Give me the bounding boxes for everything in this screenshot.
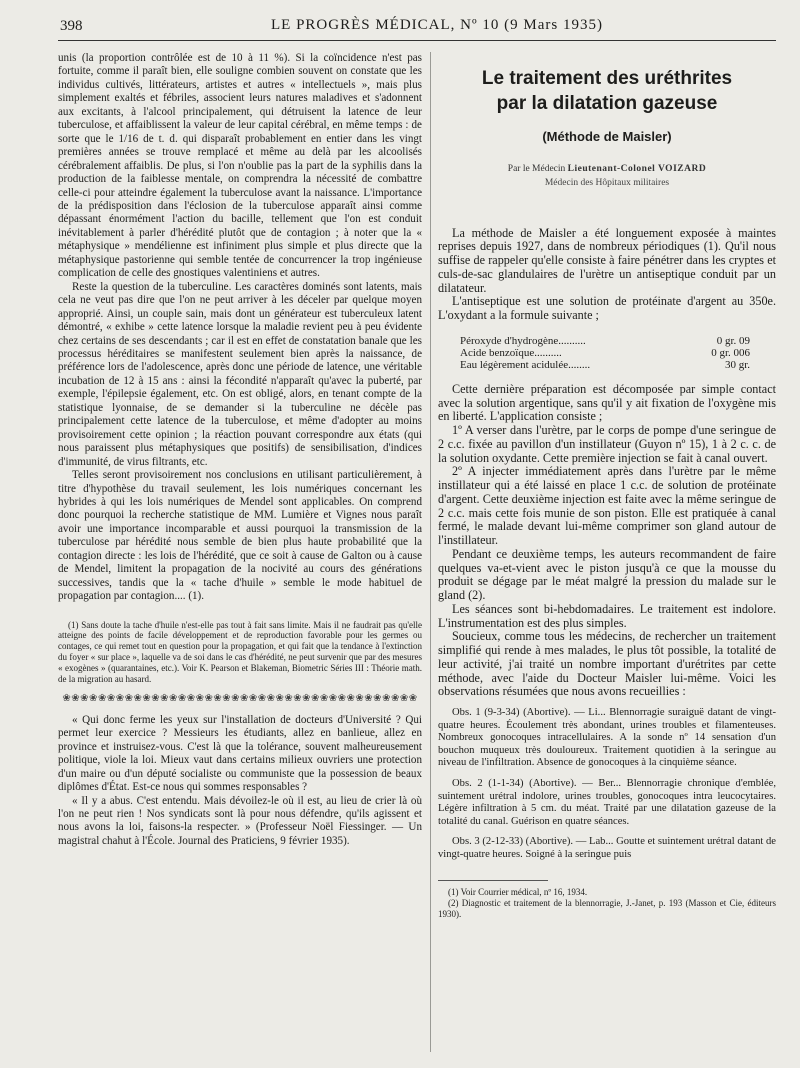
footnote: (1) Voir Courrier médical, nº 16, 1934.	[448, 886, 588, 897]
ornamental-divider: ❀❀❀❀❀❀❀❀❀❀❀❀❀❀❀❀❀❀❀❀❀❀❀❀❀❀❀❀❀❀❀❀❀❀❀❀❀❀❀❀	[62, 693, 418, 705]
formula-quantity: 30 gr.	[724, 358, 750, 371]
footnote-rule	[438, 880, 548, 881]
article-subtitle: (Méthode de Maisler)	[542, 129, 672, 144]
formula-ingredient: Eau légèrement acidulée........	[460, 358, 591, 371]
footnotes	[438, 887, 776, 920]
body-paragraph: Telles seront provisoirement nos conclusions en utilisant particulièrement, à titre d'hypothèse du travail seulement, les lois numériques concernant les hybrides à qui les lois numériques de Mendel sont applicables. On comprend donc pourquoi la recherche statistique de MM. Lumière et Vignes nous paraît avoir une importance incomparable et aussi pourquoi la transmission de la tuberculose par hérédité nous semble de bien plus haute probabilité que la contagion directe : les lois de l'hérédité, que ce soit à cause de Galton ou à cause de Mendel, limitent la propagation de la nocivité au cours des générations successives, tandis que la « tache d'huile » semble le mode habituel de propagation par contagion.... (1).	[58, 469, 422, 603]
article-title-line: Le traitement des uréthrites	[481, 68, 733, 89]
formula-ingredient: Acide benzoïque..........	[460, 346, 562, 359]
body-paragraph: L'antiseptique est une solution de protéinate d'argent au 350e. L'oxydant a la formule suivante ;	[438, 294, 776, 322]
body-paragraph: Reste la question de la tuberculine. Les caractères dominés sont latents, mais cela ne veut pas dire que l'on ne peut arriver à les déceler par quelque moyen approprié. Ainsi, un couple sain, mais dont un générateur est tuberculeux latent démontré, « exhibe » cette latence lorsque la maladie revient peu à peu évidente chez certains de ses descendants ; car il est en effet de constatation banale que les processus héréditaires se manifestent seulement bien après la naissance, de préférence lors de l'adolescence, après donc une période de latence, une véritable incubation de 12 à 15 ans : ainsi la fécondité n'apparaît qu'avec la puberté, par exemple, l'épilepsie également, etc. On est obligé, alors, en tenant compte de la statistique lyonnaise, de se demander si la tuberculine ne décèle pas principalement cette latence de la tuberculose, et même d'adopter au moins provisoirement cette opinion ; la réaction pouvant correspondre aux états (qui nous paraissent plus métaphysiques que positifs) de sensibilisation, d'indices d'immunité, de virus filtrants, etc.	[58, 280, 422, 468]
observation: Obs. 3 (2-12-33) (Abortive). — Lab... Goutte et suintement urétral datant de vingt-quatre heures. Soigné à la seringue puis	[438, 836, 776, 860]
formula-quantity: 0 gr. 006	[711, 346, 750, 359]
footnote: (1) Sans doute la tache d'huile n'est-elle pas tout à fait sans limite. Mais il ne faudrait pas qu'elle atteigne des points de facile développement et de reproduction favorable pour les germes ou contages, ce qui remet tout en question pour la propagation, et qui fait que la tendance à l'extinction du foyer « sur place », laquelle va de soi dans le cas d'hérédité, ne peut survenir que par des mesures « exogènes » (quarantaines, etc.). Voir K. Pearson et Blakeman, Biometric Séries III : Théorie math. de la migration au hasard.	[58, 619, 422, 684]
article-title-line: par la dilatation gazeuse	[496, 93, 718, 114]
body-paragraph: 1º A verser dans l'urètre, par le corps de pompe d'une seringue de 2 c.c. fixée au pavillon d'un instillateur (Guyon nº 15), 1 à 2 c. c. de la solution oxydante. Cette première injection se fait à canal ouvert.	[438, 423, 776, 465]
observation: Obs. 1 (9-3-34) (Abortive). — Li... Blennorragie suraiguë datant de vingt-quatre heures. Écoulement très abondant, urines troubles et filamenteuses. Nombreux gonocoques intracellulaires. A la sonde nº 14 sensation d'un bouchon muqueux très douloureux. Traitement quotidien à la seringue au niveau de l'infiltration. Absence de gonocoques à la cinquième séance.	[438, 707, 776, 769]
formula-row	[460, 359, 750, 371]
left-column	[58, 52, 422, 1060]
right-column	[438, 52, 776, 1060]
footnotes	[58, 620, 422, 685]
byline-prefix: Par le Médecin	[507, 163, 566, 174]
body-paragraph: Pendant ce deuxième temps, les auteurs recommandent de faire quelques va-et-vient avec le piston jusqu'à ce que la mousse du produit se dégage par le méat malgré la pression du malade sur le gland (2).	[438, 546, 776, 602]
author-name: Lieutenant-Colonel VOIZARD	[567, 163, 707, 174]
column-divider	[430, 52, 431, 1052]
formula-row	[460, 335, 750, 347]
body-paragraph: 2º A injecter immédiatement après dans l'urètre par le même instillateur qui a été laissé en place 1 c.c. de solution de protéinate d'argent. Cette deuxième injection est faite avec la même seringue de 2 c.c. mais cette fois munie de son piston. Elle est pratiquée à canal fermé, le malade devant lui-même comprimer son gland autour de l'instillateur.	[438, 464, 776, 547]
body-paragraph: Cette dernière préparation est décomposée par simple contact avec la solution argentique, sans qu'il y ait fixation de l'oxygène mis en liberté. L'application consiste ;	[438, 381, 776, 424]
body-paragraph: Les séances sont bi-hebdomadaires. Le traitement est indolore. L'instrumentation est des plus simples.	[438, 601, 776, 630]
body-paragraph: La méthode de Maisler a été longuement exposée à maintes reprises depuis 1927, dans de nombreux périodiques (1). Qu'il nous suffise de rappeler qu'elle consiste à faire pénétrer dans les cryptes et culs-de-sac glandulaires de l'urètre un antiseptique conduit par un dilatateur.	[438, 225, 776, 295]
footnote: (2) Diagnostic et traitement de la blennorragie, J.-Janet, p. 193 (Masson et Cie, éditeurs 1930).	[438, 897, 776, 919]
byline	[438, 162, 776, 177]
observation: Obs. 2 (1-1-34) (Abortive). — Ber... Blennorragie chronique d'emblée, suintement urétral indolore, urines troubles, gonocoques intra leucocytaires. Légère infiltration à 5 cm. du méat. Traité par une dilatation gazeuse de la totalité du canal. Guérison en quatre séances.	[438, 777, 776, 827]
formula-quantity: 0 gr. 09	[716, 334, 750, 347]
running-header	[58, 14, 776, 41]
quote-paragraph: « Il y a abus. C'est entendu. Mais dévoilez-le où il est, au lieu de crier là où l'on ne peut rien ! Nos syndicats sont là pour nous défendre, qu'ils agissent et nous avons la loi, faisons-la respecter. » (Professeur Noël Fiessinger. — Un magistral chahut à l'École. Journal des Praticiens, 9 février 1935).	[58, 794, 422, 847]
formula-table	[460, 335, 750, 371]
article-title	[438, 66, 776, 116]
body-paragraph: Soucieux, comme tous les médecins, de rechercher un traitement simplifié qui rende à mes malades, le plus tôt possible, la totalité de leur activité, j'ai traité un nombre important d'urétrites par cette méthode, avec l'aide du Docteur Maisler lui-même. Voici les observations résumées que nous avons recueillies :	[438, 629, 776, 699]
formula-row	[460, 347, 750, 359]
running-title: LE PROGRÈS MÉDICAL, Nº 10 (9 Mars 1935)	[271, 17, 603, 33]
page-number: 398	[60, 18, 83, 34]
author-affiliation: Médecin des Hôpitaux militaires	[544, 177, 670, 188]
formula-ingredient: Péroxyde d'hydrogène..........	[460, 334, 586, 347]
quote-paragraph: « Qui donc ferme les yeux sur l'installation de docteurs d'Université ? Qui permet leur exercice ? Messieurs les étudiants, allez en banlieue, allez en province et instruisez-vous. C'est là que la tolérance, souvent malheureusement politique, viole la loi. Mieux vaut dans certains milieux ouvriers une protection d'un maire ou d'un député socialiste ou communiste que la possession de beaux diplômes d'État. Est-ce nous qui sommes responsables ?	[58, 713, 422, 794]
body-paragraph: unis (la proportion contrôlée est de 10 à 11 %). Si la coïncidence n'est pas fortuite, comme il paraît bien, elle souligne combien souvent on constate que les individus cultivés, littérateurs, artistes et autres « intellectuels », mais plus simplement exaltés et fébriles, associent leurs natures maladives et s'adonnent aux excitants, à l'alcool principalement, qui détruisent la latence de leur tuberculose, et affaiblissent la valeur de leur capital cérébral, en même temps : de sorte que le 1/16 de t. d. qui disparaît probablement en entier dans les vingt premières années se trouve remplacé et même au delà par les alcoolisés cérébralement affaiblis. De plus, si l'on n'oublie pas la part de la syphilis dans la production de la faiblesse mentale, on comprendra la nécessité de combattre celle-ci pour atteindre également la tuberculose avant la naissance. L'importance de la prédisposition dans l'éclosion de la tuberculose apparaît ainsi comme dépassant énormément l'action du bacille, tellement que l'on est conduit inévitablement à parler d'hérédité plutôt que de contagion ; à noter que la « métaphysique » mendélienne est infiniment plus simple et plus directe que la métaphysique pastorienne qui semble tentée de concurrencer la trop ingénieuse complication de celle des gnostiques valentiniens et autres.	[58, 52, 422, 280]
